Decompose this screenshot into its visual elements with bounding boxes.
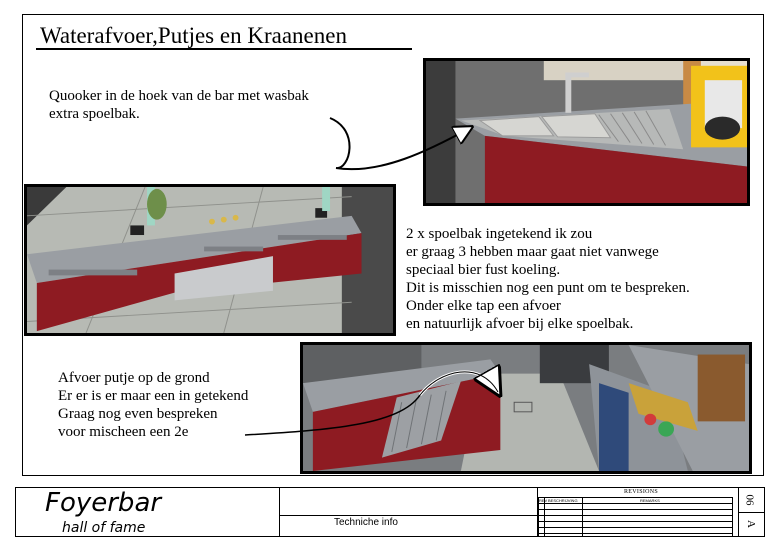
note-quooker <box>49 87 309 123</box>
note-line: speciaal bier fust koeling. <box>406 262 561 278</box>
note-line: Onder elke tap een afvoer <box>406 298 561 314</box>
page-title: Waterafvoer,Putjes en Kraanenen <box>40 23 347 48</box>
note-spoelbak <box>406 225 690 333</box>
note-line: er graag 3 hebben maar gaat niet vanwege <box>406 244 659 260</box>
title-block-info-cell <box>280 488 538 536</box>
render-floor-drain <box>300 342 752 474</box>
note-line: Dit is misschien nog een punt om te bespreken. <box>406 280 690 296</box>
note-line: voor mischeen een 2e <box>58 424 189 440</box>
rev-col-description: BESCHRIJVING <box>548 498 578 503</box>
note-line: en natuurlijk afvoer bij elke spoelbak. <box>406 316 634 332</box>
render-bar-counter <box>24 184 396 336</box>
revisions-header: REVISIONS <box>624 489 659 495</box>
note-line: Er er is er maar een in getekend <box>58 388 249 404</box>
sheet-size: A <box>744 520 757 528</box>
note-line: Afvoer putje op de grond <box>58 370 210 386</box>
note-line: Quooker in de hoek van de bar met wasbak <box>49 88 309 104</box>
note-line: Graag nog even bespreken <box>58 406 218 422</box>
note-line: extra spoelbak. <box>49 106 140 122</box>
info-label: Techniche info <box>334 517 398 528</box>
title-block-divider <box>280 515 538 516</box>
render-sink-corner <box>423 58 750 206</box>
rev-col-remarks: REMARKS <box>640 498 660 503</box>
sheet-number: 06 <box>743 494 756 506</box>
project-subtitle: hall of fame <box>62 520 146 536</box>
title-underline <box>36 48 412 50</box>
note-line: 2 x spoelbak ingetekend ik zou <box>406 226 593 242</box>
project-name: Foyerbar <box>45 488 162 518</box>
rev-col-rev: REV <box>539 498 548 503</box>
note-putje <box>58 369 248 441</box>
